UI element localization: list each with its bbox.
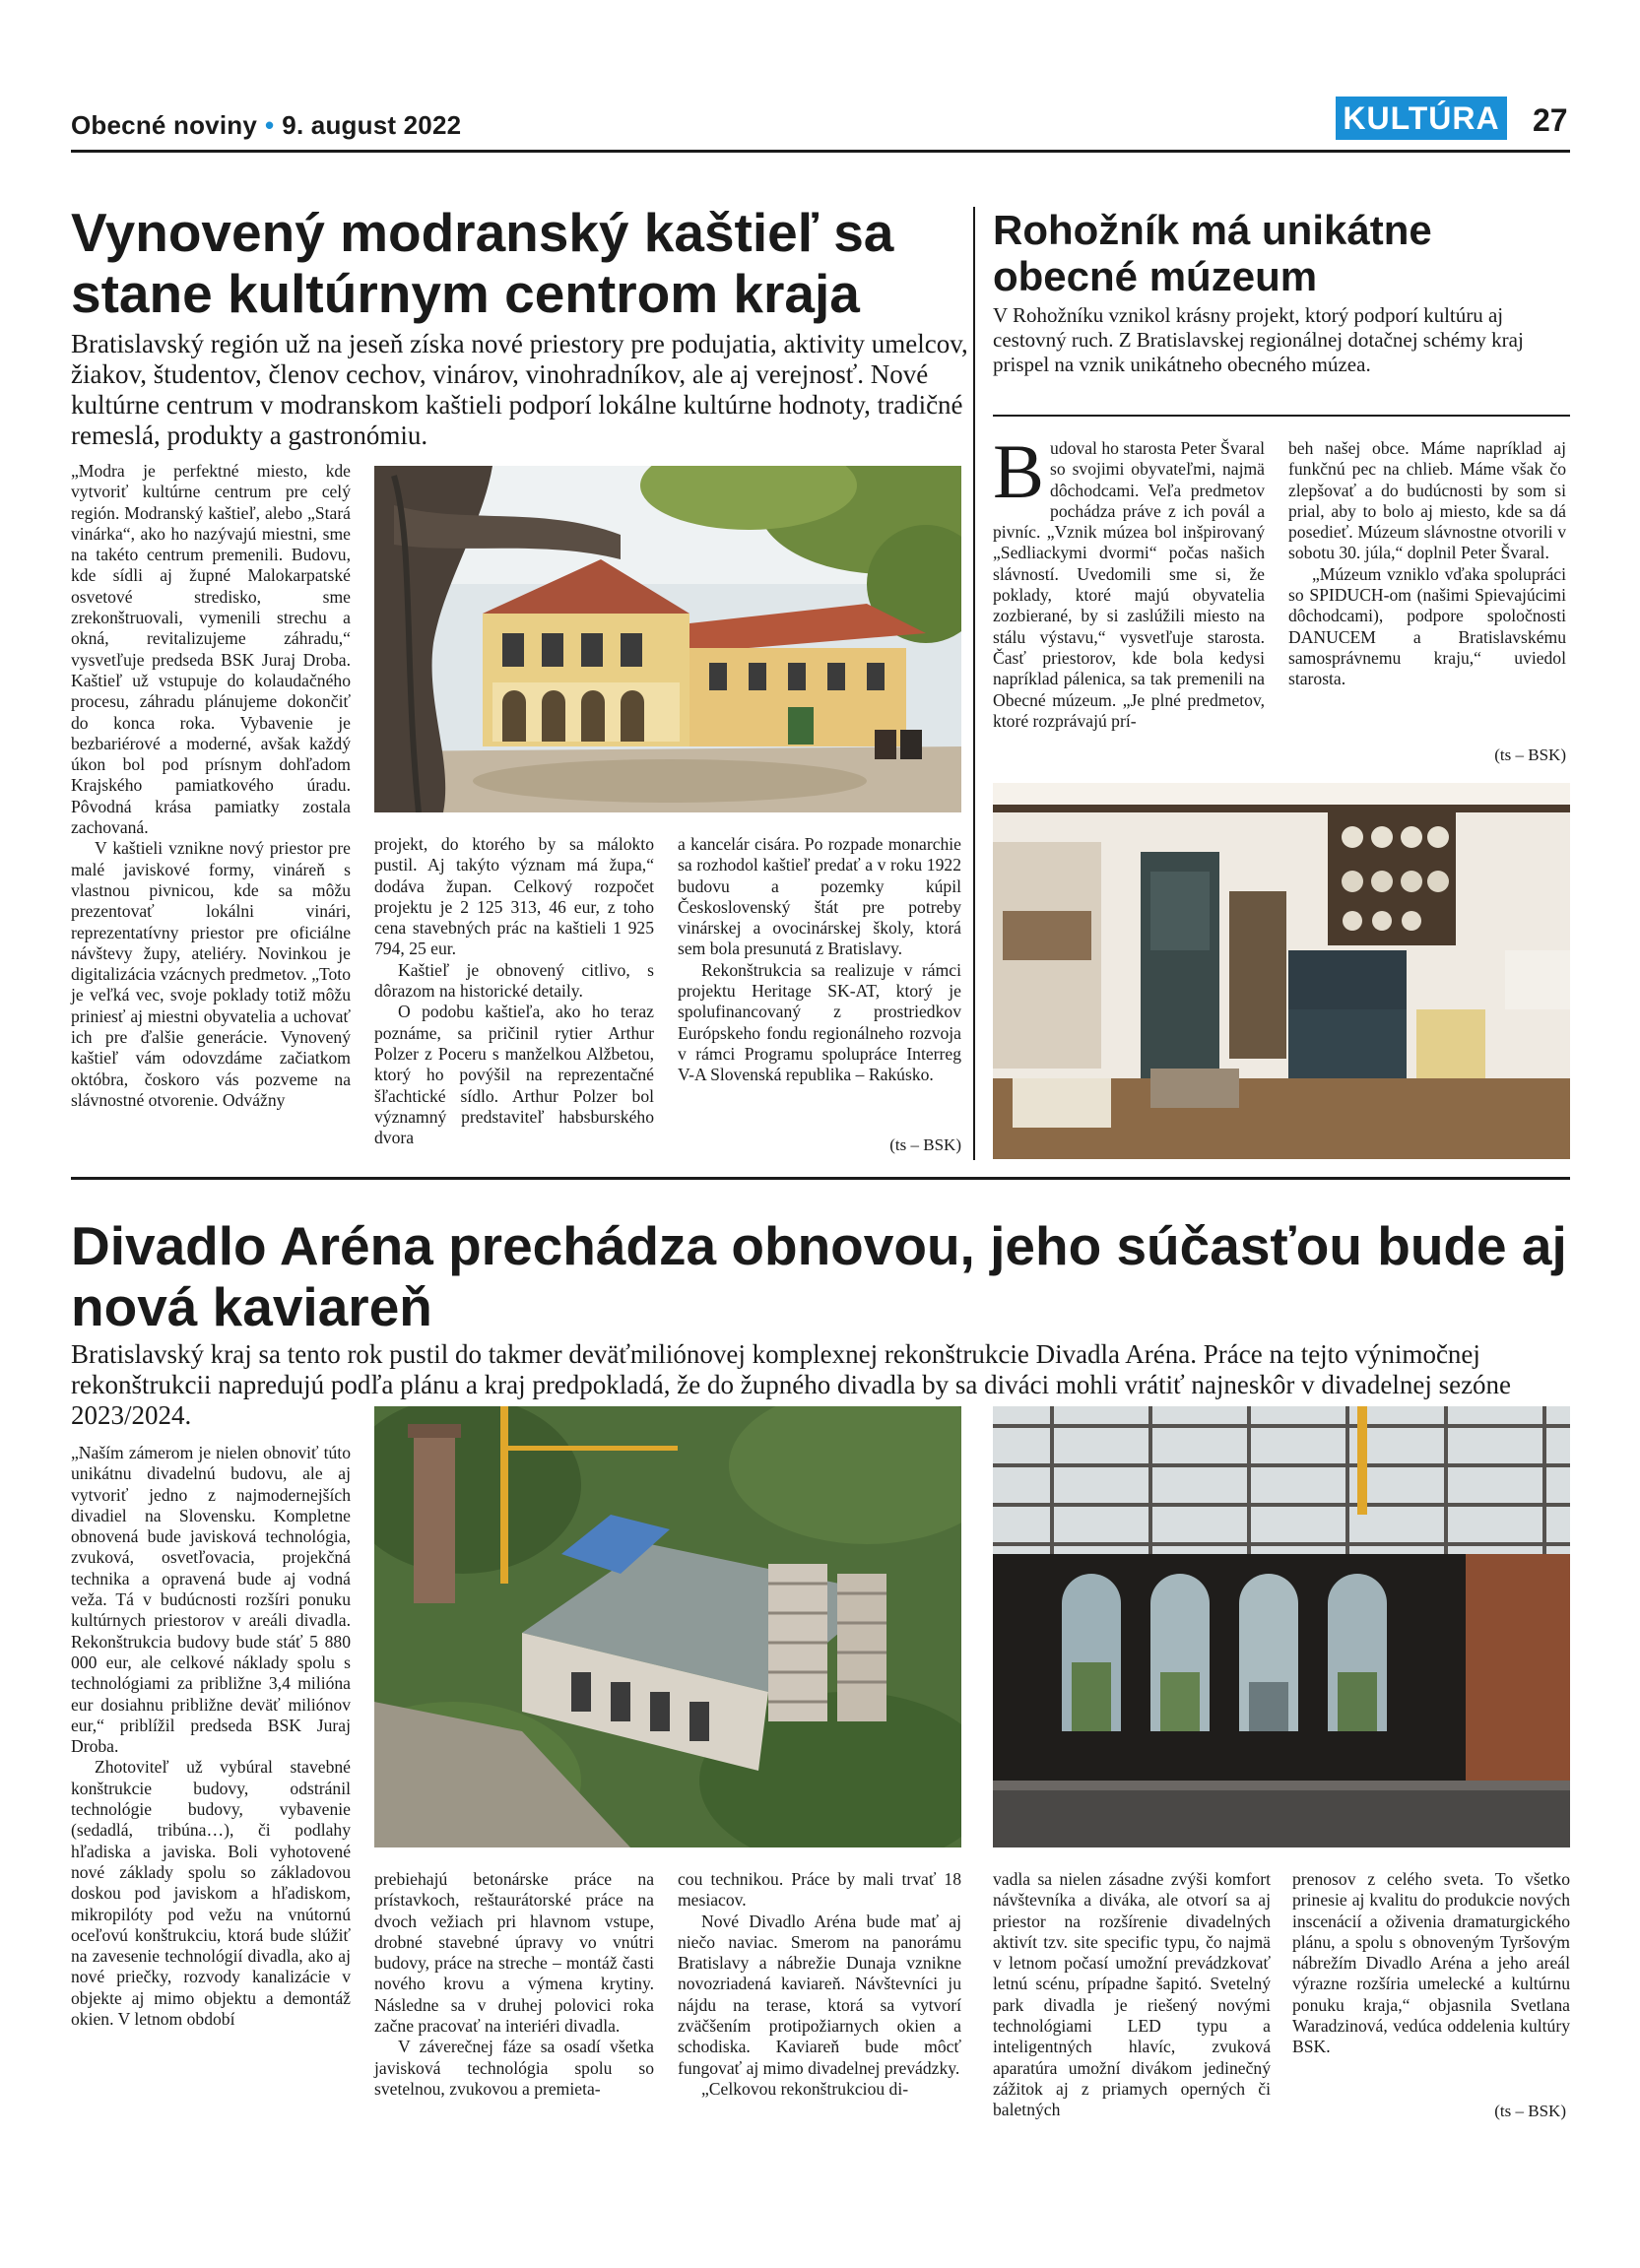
paragraph: vadla sa nielen zásadne zvýši komfort návštevníka a diváka, ale otvorí sa aj priestor na rozšírenie divadelných aktivít tzv. site specific typu, čo najmä v letnom počasí umožní prevádzkovať letnú scénu, prípadne šapitó. Svetelný park divadla je riešený novými technológiami LED typu a inteligentných hlavíc, zvuková aparatúra umožní divákom jedinečný zážitok aj z priamych operných či baletných: [993, 1869, 1271, 2120]
museum-interior-photo: [993, 783, 1570, 1159]
column-divider: [973, 207, 975, 1160]
theatre-aerial-photo: [374, 1406, 961, 1847]
paragraph: Kaštieľ je obnovený citlivo, s dôrazom na historické detaily.: [374, 959, 654, 1002]
paragraph: beh našej obce. Máme napríklad aj funkčnú pec na chlieb. Máme však čo zlepšovať a do budúcnosti by som si prial, aby to bolo aj miesto, kde sa dá posedieť. Múzeum slávnostne otvorili v sobotu 30. júla,“ doplnil Peter Švaral.: [1288, 438, 1566, 563]
section-rule: [71, 1177, 1570, 1180]
article1-lead: Bratislavský región už na jeseň získa nové priestory pre podujatia, aktivity umelcov, žiakov, študentov, členov cechov, vinárov, vinohradníkov, ale aj verejnosť. Nové kultúrne centrum v modranskom kaštieli podporí lokálne kultúrne hodnoty, tradičné remeslá, produkty a gastronómiu.: [71, 329, 968, 450]
paragraph: V kaštieli vznikne nový priestor pre malé javiskové formy, vináreň s vlastnou pivnicou, kde sa môžu prezentovať lokálni vinári, reprezentatívny priestor pre oficiálne návštevy župy, ateliéry. Novinkou je digitalizácia vzácnych predmetov. „Toto je veľká vec, svoje poklady totiž môžu priniesť aj miestni obyvatelia a uchovať ich pre ďalšie generácie. Vynovený kaštieľ vám odovzdáme začiatkom októbra, čoskoro vás pozveme na slávnostné otvorenie. Odvážny: [71, 838, 351, 1110]
article1-column-2: [374, 834, 654, 1148]
page-number: 27: [1533, 102, 1568, 138]
paragraph: a kancelár cisára. Po rozpade monarchie sa rozhodol kaštieľ predať a v roku 1922 budovu a pozemky kúpil Československý štát pre potreby vinárskej a ovocinárskej školy, ktorá sem bola presunutá z Bratislavy.: [678, 834, 961, 959]
article3-column-5: [1292, 1869, 1570, 2058]
paragraph: Nové Divadlo Aréna bude mať aj niečo naviac. Smerom na panorámu Bratislavy a nábrežie Dunaja vznikne novozriadená kaviareň. Návštevníci ju nájdu na terase, ktorá sa vytvorí zväčšením protipožiarnych okien a schodiska. Kaviareň bude môcť fungovať aj mimo divadelnej prevádzky.: [678, 1911, 961, 2078]
article1-credit: (ts – BSK): [889, 1135, 961, 1154]
article3-column-4: [993, 1869, 1271, 2121]
paragraph: udoval ho starosta Peter Švaral so svojimi obyvateľmi, najmä dôchodcami. Veľa predmetov pochádza práve z ich povál a pivníc. „Vznik múzea bol inšpirovaný „Sedliackymi dvormi“ počas našich slávností. Uvedomili sme si, že poklady, ktoré majú obyvatelia zozbierané, by si zaslúžili miesto na stálu výstavu,“ vysvetľuje starosta. Časť priestorov, kde bola kedysi napríklad pálenica, sa tak premenili na Obecné múzeum. „Je plné predmetov, ktoré rozprávajú prí-: [993, 438, 1265, 731]
paragraph: Rekonštrukcia sa realizuje v rámci projektu Heritage SK-AT, ktorý je spolufinancovaný z prostriedkov Európskeho fondu regionálneho rozvoja v rámci Programu spolupráce Interreg V-A Slovenská republika – Rakúsko.: [678, 959, 961, 1085]
issue-date: 9. august 2022: [282, 110, 462, 140]
paragraph: „Modra je perfektné miesto, kde vytvoriť kultúrne centrum pre celý región. Modranský kaštieľ, alebo „Stará vinárka“, ako ho nazývajú miestni, sme na takéto centrum premenili. Budovu, kde sídli aj župné Malokarpatské osvetové stredisko, sme zrekonštruovali, vymenili strechu a okná, revitalizujeme záhradu,“ vysvetľuje predseda BSK Juraj Droba. Kaštieľ už vstupuje do kolaudačného procesu, záhradu plánujeme dokončiť do konca roka. Vybavenie je bezbariérové a moderné, avšak každý úkon bol pod prísnym dohľadom Krajského pamiatkového úradu. Pôvodná krása pamiatky zostala zachovaná.: [71, 461, 351, 838]
article3-title: Divadlo Aréna prechádza obnovou, jeho súčasťou bude aj nová kaviareň: [71, 1215, 1567, 1337]
article2-lead: V Rohožníku vznikol krásny projekt, ktorý podporí kultúru aj cestovný ruch. Z Bratislavskej regionálnej dotačnej schémy kraj prispel na vznik unikátneho obecného múzea.: [993, 303, 1524, 376]
paragraph: prebiehajú betonárske práce na prístavkoch, reštaurátorské práce na dvoch vežiach pri hlavnom vstupe, drobné stavebné úpravy vo vnútri budovy, práce na streche – montáž časti nového krovu a výmena krytiny. Následne sa v druhej polovici roka začne pracovať na interiéri divadla.: [374, 1869, 654, 2037]
paragraph: „Celkovou rekonštrukciou di-: [701, 2078, 909, 2099]
article2-column-1: [993, 428, 1265, 732]
manor-house-photo: [374, 466, 961, 812]
article3-lead: Bratislavský kraj sa tento rok pustil do takmer deväťmiliónovej komplexnej rekonštrukcie Divadla Aréna. Práce na tejto výnimočnej rekonštrukcii napredujú podľa plánu a kraj predpokladá, že do župného divadla by sa diváci mohli vrátiť najneskôr v divadelnej sezóne 2023/2024.: [71, 1339, 1512, 1430]
separator-dot: •: [264, 110, 275, 140]
article3-column-1: [71, 1443, 351, 2030]
article3-column-3: [678, 1869, 961, 2100]
article2-credit: (ts – BSK): [1494, 745, 1566, 764]
paragraph: „Múzeum vzniklo vďaka spolupráci so SPIDUCH-om (našimi Spievajúcimi dôchodcami), podpore spoločnosti DANUCEM a Bratislavskému samosprávnemu kraju,“ uviedol starosta.: [1288, 563, 1566, 689]
header-rule: [71, 150, 1570, 153]
article1-column-1: [71, 461, 351, 1111]
theatre-hall-interior-photo: [993, 1406, 1570, 1847]
paragraph: cou technikou. Práce by mali trvať 18 mesiacov.: [678, 1869, 961, 1911]
article1-title: Vynovený modranský kaštieľ sa stane kultúrnym centrom kraja: [71, 202, 894, 324]
paragraph: O podobu kaštieľa, ako ho teraz poznáme, sa pričinil rytier Arthur Polzer z Poceru s manželkou Alžbetou, ktorý ho povýšil na reprezentačné šľachtické sídlo. Arthur Polzer bol významný predstaviteľ habsburského dvora: [374, 1002, 654, 1148]
publication-name: Obecné noviny: [71, 110, 257, 140]
paragraph: „Naším zámerom je nielen obnoviť túto unikátnu divadelnú budovu, ale aj vytvoriť jedno z najmodernejších divadiel na Slovensku. Kompletne obnovená bude javisková technológia, zvuková, osvetľovacia, projekčná technika a opravená bude aj vodná veža. Tá v budúcnosti rozšíri ponuku kultúrnych priestorov v areáli divadla. Rekonštrukcia budovy bude stáť 5 880 000 eur, ale celkové náklady spolu s technológiami za približne 3,4 milióna eur dosiahnu približne deväť miliónov eur,“ priblížil predseda BSK Juraj Droba.: [71, 1443, 351, 1757]
article2-title: Rohožník má unikátne obecné múzeum: [993, 207, 1432, 300]
masthead: [71, 110, 461, 141]
paragraph: V záverečnej fáze sa osadí všetka javisková technológia spolu so svetelnou, zvukovou a premieta-: [374, 2037, 654, 2099]
paragraph: prenosov z celého sveta. To všetko prinesie aj kvalitu do produkcie nových inscenácií a oživenia dramaturgického plánu, a spolu s obnoveným Tyršovým nábrežím Divadlo Aréna a jeho areál výrazne rozšíria umelecké a kultúrnu ponuku kraja,“ objasnila Svetlana Waradzinová, vedúca oddelenia kultúry BSK.: [1292, 1869, 1570, 2057]
drop-cap: B: [993, 428, 1045, 514]
article2-rule: [993, 415, 1570, 417]
article2-column-2: [1288, 438, 1566, 690]
article3-column-2: [374, 1869, 654, 2100]
article1-column-3: [678, 834, 961, 1086]
paragraph: Zhotoviteľ už vybúral stavebné konštrukcie budovy, odstránil technológie budovy, vybavenie (sedadlá, tribúna…), či podlahy hľadiska a javiska. Boli vyhotovené nové základy spolu so základovou doskou pod javiskom a hľadiskom, mikropilóty pod vežu na vnútornú oceľovú konštrukciu, ktorá bude slúžiť na zavesenie technológií divadla, ako aj nové priečky, rozvody kanalizácie v objekte aj mimo objektu a demontáž okien. V letnom období: [71, 1757, 351, 2030]
article3-credit: (ts – BSK): [1494, 2102, 1566, 2120]
paragraph: projekt, do ktorého by sa málokto pustil. Aj takýto význam má župa,“ dodáva župan. Celkový rozpočet projektu je 2 125 313, 46 eur, z toho cena stavebných prác na kaštieli 1 925 794, 25 eur.: [374, 834, 654, 959]
section-label: KULTÚRA: [1336, 97, 1507, 140]
